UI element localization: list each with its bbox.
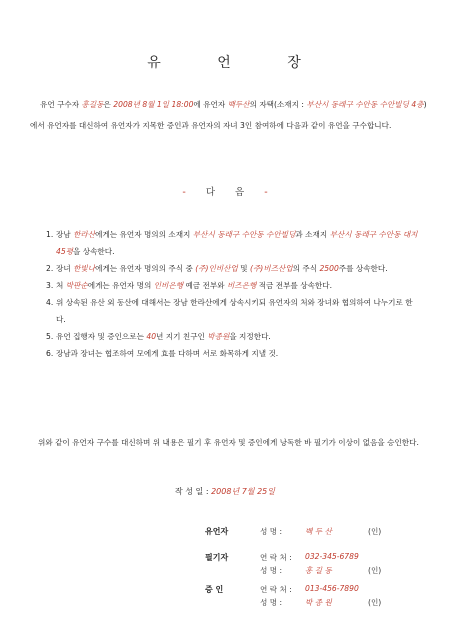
provision-text: 장남과 장녀는 협조하여 모에게 효를 다하며 서로 화목하게 지낼 것. (56, 349, 279, 358)
provision-text: 주를 상속한다. (338, 264, 388, 273)
provision-text: 과 소재지 (295, 230, 330, 239)
name-value: 홍 길 동 (305, 566, 332, 575)
provision-number: 4. (46, 298, 54, 307)
highlighted-term: 부산시 동래구 수안동 대지 45평 (56, 230, 418, 256)
role-label: 필기자 (205, 553, 229, 562)
provision-item (46, 260, 418, 277)
datetime-value: 2008년 8월 1일 18:00 (113, 100, 194, 109)
signature-row (205, 565, 425, 577)
provision-item (46, 294, 418, 328)
seal-mark: (인) (368, 598, 382, 607)
intro-text: 에 유언자 (193, 100, 228, 109)
signature-row (205, 526, 425, 538)
heading-word: 음 (235, 187, 245, 198)
field-label: 성 명 : (260, 527, 283, 536)
provision-number: 2. (46, 264, 54, 273)
date-line (0, 486, 450, 497)
highlighted-term: (주)인비산업 (195, 264, 238, 273)
highlighted-term: 한빛나 (73, 264, 96, 273)
date-value: 2008년 7월 25일 (211, 487, 275, 496)
title-char: 유 (147, 55, 163, 71)
provision-text: 처 (56, 281, 66, 290)
provision-text: 장녀 (56, 264, 74, 273)
provision-text: 의 주식 (292, 264, 320, 273)
intro-text: 유언 구수자 (40, 100, 82, 109)
phone-value: 013-456-7890 (305, 584, 359, 593)
date-label: 작 성 일 : (175, 487, 212, 496)
seal-mark: (인) (368, 527, 382, 536)
heading-dash: - (264, 187, 268, 198)
role-label: 증 인 (205, 585, 224, 594)
provisions-list (46, 226, 418, 362)
title-char: 언 (217, 55, 233, 71)
provision-text: 에게는 유언자 명의의 소재지 (95, 230, 193, 239)
provision-text: 을 지정한다. (229, 332, 271, 341)
highlighted-term: (주)비즈산업 (250, 264, 293, 273)
provision-item (46, 226, 418, 260)
provision-text: 유언 집행자 및 증인으로는 (56, 332, 147, 341)
intro-text: 의 자택(소재지 : (249, 100, 307, 109)
highlighted-term: 2500 (319, 264, 339, 273)
closing-paragraph: 위와 같이 유언자 구수를 대신하며 위 내용은 필기 후 유언자 및 증인에게 낭독한 바 필기가 이상이 없음을 승인한다. (38, 438, 419, 447)
intro-paragraph (30, 94, 428, 136)
seal-mark: (인) (368, 566, 382, 575)
section-heading (0, 184, 450, 198)
provision-item (46, 277, 418, 294)
provision-number: 1. (46, 230, 54, 239)
provision-text: 년 지기 친구인 (156, 332, 208, 341)
provision-text: 장남 (56, 230, 74, 239)
provision-text: 에게는 유언자 명의 (87, 281, 154, 290)
name-value: 백 두 산 (305, 527, 332, 536)
provision-text: 에게는 유언자 명의의 주식 중 (95, 264, 196, 273)
intro-text: 은 (103, 100, 114, 109)
phone-value: 032-345-6789 (305, 552, 359, 561)
highlighted-term: 한라산 (73, 230, 96, 239)
provision-text: 및 (237, 264, 250, 273)
highlighted-term: 40 (146, 332, 157, 341)
title-char: 장 (287, 55, 303, 71)
signature-row (205, 597, 425, 609)
provision-text: 예금 전부와 (183, 281, 227, 290)
intro-text: )에서 유언자를 대신하여 유언자가 지목한 증인과 유언자의 자녀 3인 참여하에 다음과 같이 유언을 구수합니다. (30, 100, 427, 130)
provision-item (46, 328, 418, 345)
highlighted-term: 비즈은행 (226, 281, 257, 290)
document-title (0, 52, 450, 72)
signature-row (205, 584, 425, 596)
testator-name-2: 백두산 (227, 100, 250, 109)
provision-number: 5. (46, 332, 54, 341)
highlighted-term: 부산시 동래구 수안동 수안빌딩 (192, 230, 296, 239)
heading-dash: - (182, 187, 186, 198)
field-label: 성 명 : (260, 598, 283, 607)
provision-text: 을 상속한다. (73, 247, 115, 256)
field-label: 성 명 : (260, 566, 283, 575)
provision-item (46, 345, 418, 362)
highlighted-term: 박판순 (65, 281, 88, 290)
provision-number: 6. (46, 349, 54, 358)
role-label: 유언자 (205, 527, 229, 536)
field-label: 연 락 처 : (260, 585, 292, 594)
highlighted-term: 박종원 (207, 332, 230, 341)
provision-text: 적금 전부를 상속한다. (256, 281, 332, 290)
testator-name: 홍길동 (81, 100, 104, 109)
field-label: 연 락 처 : (260, 553, 292, 562)
heading-word: 다 (205, 187, 215, 198)
address-value: 부산시 동래구 수안동 수안빌딩 4층 (306, 100, 424, 109)
name-value: 박 종 원 (305, 598, 332, 607)
provision-number: 3. (46, 281, 54, 290)
provision-text: 위 상속된 유산 외 동산에 대해서는 장남 한라산에게 상속시키되 유언자의 처와 장녀와 협의하여 나누기로 한다. (56, 298, 413, 324)
signature-row (205, 552, 425, 564)
highlighted-term: 인비은행 (153, 281, 184, 290)
